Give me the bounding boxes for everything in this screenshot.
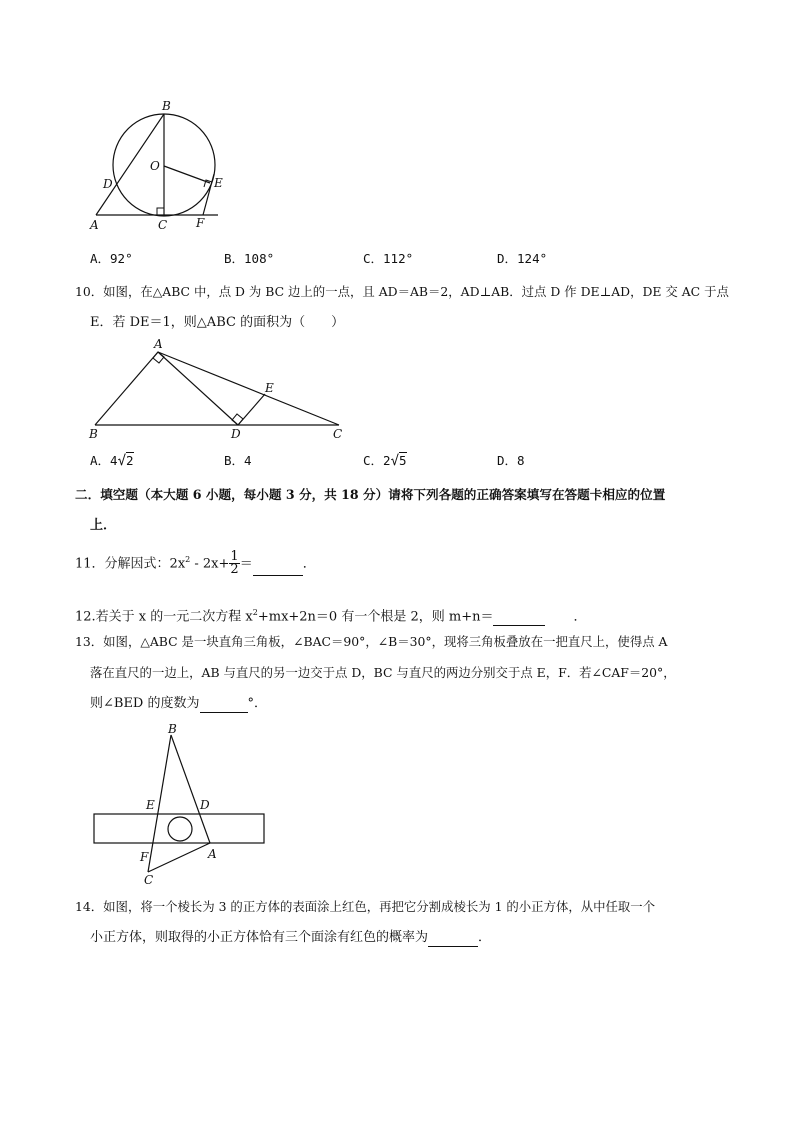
q13-text-line3	[90, 695, 267, 713]
q9-label-o: O	[150, 159, 160, 173]
q10-label-b: B	[89, 427, 98, 441]
q10-segment-ad	[158, 352, 238, 425]
q10-segment-ac	[158, 352, 339, 425]
q11-fraction-numerator: 1	[230, 549, 239, 565]
q11-exponent: 2	[185, 555, 191, 564]
q9-label-b: B	[162, 99, 171, 113]
q12-text	[75, 604, 586, 626]
q9-label-a: A	[90, 218, 99, 232]
q12-answer-blank[interactable]	[493, 611, 545, 626]
q9-label-c: C	[158, 218, 168, 232]
q12-end: ．	[573, 609, 587, 625]
q13-label-a: A	[208, 847, 217, 861]
q14-answer-blank[interactable]	[428, 932, 478, 947]
q9-option-a: A．92°	[90, 251, 133, 266]
q11-text	[75, 551, 316, 576]
q9-option-c: C．112°	[363, 251, 414, 266]
q13-label-d: D	[200, 798, 210, 812]
q11-fraction-denominator: 2	[230, 562, 239, 578]
q13-line3-pre: 则∠BED 的度数为	[90, 696, 200, 711]
q11-end: ．	[302, 556, 316, 572]
q10-label-e: E	[265, 381, 274, 395]
q9-option-b: B．108°	[224, 251, 275, 266]
q10-label-c: C	[333, 427, 343, 441]
q10-figure	[85, 334, 355, 444]
q9-segment-oe	[164, 166, 210, 183]
q10-option-c	[363, 452, 407, 470]
q13-label-b: B	[168, 722, 177, 736]
q13-segment-ca	[148, 843, 210, 872]
q10-label-d: D	[231, 427, 241, 441]
section2-heading-line2: 上．	[90, 518, 117, 533]
q14-text-line2	[90, 929, 491, 947]
q9-option-d: D．124°	[497, 251, 548, 266]
q10-option-b: B．4	[224, 453, 252, 468]
q9-label-e: E	[214, 176, 223, 190]
q10-option-c-radicand: 5	[399, 453, 407, 468]
q10-option-a	[90, 452, 134, 470]
q14-text-line1: 14．如图，将一个棱长为 3 的正方体的表面涂上红色，再把它分割成棱长为 1 的小正方体，从中任取一个	[75, 899, 656, 914]
q14-line2-post: ．	[478, 930, 492, 945]
q9-label-f: F	[196, 216, 205, 230]
q13-answer-blank[interactable]	[200, 698, 248, 713]
q11-prefix: 11．分解因式：2x	[75, 556, 186, 572]
q12-exponent: 2	[252, 608, 258, 617]
q10-text-line2: E．若 DE＝1，则△ABC 的面积为（ ）	[90, 315, 345, 330]
q11-answer-blank[interactable]	[253, 561, 303, 576]
q10-label-a: A	[154, 337, 163, 351]
q13-ruler	[94, 814, 264, 843]
q13-line3-post: °．	[247, 696, 268, 711]
q9-label-d: D	[103, 177, 113, 191]
q13-text-line1: 13．如图，△ABC 是一块直角三角板，∠BAC＝90°，∠B＝30°，现将三角板叠放在一把直尺上，使得点 A	[75, 634, 668, 649]
q13-text-line2: 落在直尺的一边上，AB 与直尺的另一边交于点 D，BC 与直尺的两边分别交于点 E，F．若∠CAF＝20°，	[90, 665, 676, 680]
q10-option-c-label: C．	[363, 453, 384, 468]
q12-prefix: 12.若关于 x 的一元二次方程 x	[75, 609, 253, 625]
q14-line2-pre: 小正方体，则取得的小正方体恰有三个面涂有红色的概率为	[90, 930, 429, 945]
q10-option-a-sqrt-icon: √	[117, 453, 126, 469]
q10-option-a-label: A．	[90, 453, 111, 468]
q13-label-c: C	[144, 873, 154, 887]
q10-option-a-radicand: 2	[126, 453, 134, 468]
q11-mid: - 2x+	[190, 556, 230, 572]
q10-segment-ab	[95, 352, 158, 425]
q11-equals: ＝	[239, 556, 253, 572]
q11-fraction	[229, 551, 239, 576]
q10-option-d: D．8	[497, 453, 525, 468]
q10-option-c-coef: 2	[383, 453, 391, 468]
q10-right-angle-d	[232, 414, 243, 425]
section2-heading-line1: 二．填空题（本大题 6 小题，每小题 3 分，共 18 分）请将下列各题的正确答案填写在答题卡相应的位置	[75, 487, 666, 502]
q10-option-a-coef: 4	[110, 453, 118, 468]
q9-figure	[80, 98, 240, 238]
q13-label-f: F	[140, 850, 149, 864]
q9-segment-fe	[203, 174, 214, 215]
q10-option-c-sqrt-icon: √	[390, 453, 399, 469]
q13-figure	[88, 722, 273, 888]
q10-text-line1: 10．如图，在△ABC 中，点 D 为 BC 边上的一点，且 AD＝AB＝2，AD⊥AB．过点 D 作 DE⊥AD，DE 交 AC 于点	[75, 284, 729, 299]
q13-label-e: E	[146, 798, 155, 812]
q9-right-angle-c	[157, 208, 164, 215]
q12-mid: +mx+2n＝0 有一个根是 2，则 m+n＝	[257, 609, 494, 625]
